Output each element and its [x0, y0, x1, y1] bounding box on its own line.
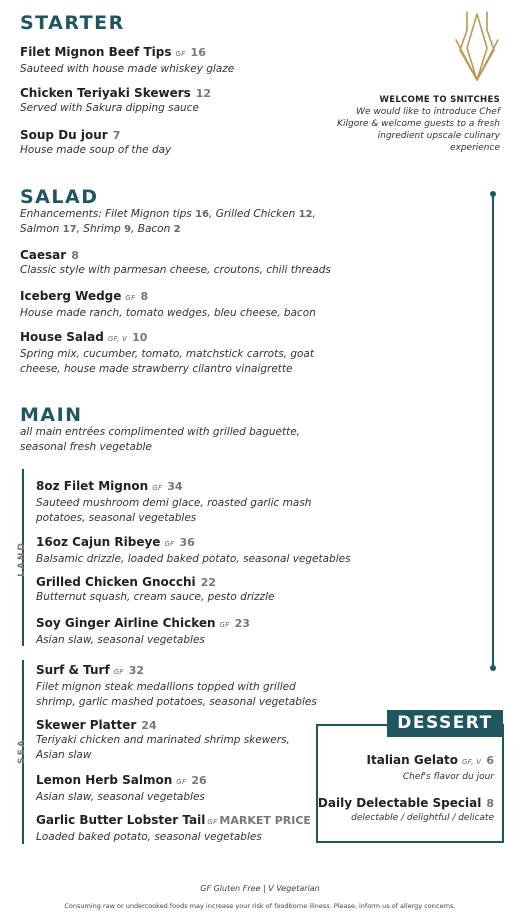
land-label: LAND [17, 541, 27, 577]
item-name: Chicken Teriyaki Skewers [20, 86, 191, 100]
salad-heading: SALAD [20, 186, 99, 208]
dessert-item [318, 796, 494, 826]
item-description: Sauteed mushroom demi glace, roasted garlic mash potatoes, seasonal vegetables [36, 497, 312, 524]
main-tagline: all main entrées complimented with grilled baguette, seasonal fresh vegetable [20, 426, 301, 453]
item-price: 26 [191, 774, 207, 787]
item-name: House Salad [20, 330, 104, 344]
item-name: Soy Ginger Airline Chicken [36, 616, 216, 630]
item-price: 8 [71, 249, 79, 262]
menu-item [36, 813, 311, 845]
item-description: Filet mignon steak medallions topped with grilled shrimp, garlic mashed potatoes, seasonal vegetables [36, 681, 317, 708]
starter-heading: STARTER [20, 12, 125, 34]
item-name: Lemon Herb Salmon [36, 773, 173, 787]
main-heading: MAIN [20, 404, 83, 426]
item-name: Filet Mignon Beef Tips [20, 45, 172, 59]
item-price: 34 [167, 480, 183, 493]
dietary-tag: GF [164, 540, 175, 548]
menu-item [20, 248, 331, 278]
enhancement-price: 17 [62, 224, 77, 235]
enhancement-price: 9 [124, 224, 132, 235]
dietary-tag: GF [152, 484, 163, 492]
menu-item [20, 289, 316, 321]
item-price: 6 [486, 754, 494, 767]
item-price: 23 [234, 617, 250, 630]
item-description: Served with Sakura dipping sauce [20, 102, 199, 114]
item-price: 8 [486, 797, 494, 810]
menu-item [36, 718, 294, 763]
dessert-heading: DESSERT [387, 710, 503, 737]
item-name: 8oz Filet Mignon [36, 479, 149, 493]
item-description: House made ranch, tomato wedges, bleu cheese, bacon [20, 307, 316, 319]
item-description: Loaded baked potato, seasonal vegetables [36, 831, 262, 843]
item-price: 10 [132, 331, 148, 344]
item-price: 36 [179, 536, 195, 549]
restaurant-logo-icon [454, 10, 500, 82]
dietary-tag: GF [219, 621, 230, 629]
menu-item [36, 616, 250, 648]
dessert-item [367, 753, 494, 785]
item-price: MARKET PRICE [219, 814, 311, 827]
menu-item [20, 128, 171, 158]
enhancement: Salmon [20, 223, 60, 235]
sea-label: SEA [17, 738, 27, 764]
timeline-line [492, 194, 494, 668]
item-name: Surf & Turf [36, 663, 110, 677]
item-price: 22 [200, 576, 216, 589]
enhancement-price: 12 [298, 209, 313, 220]
menu-item [20, 330, 330, 377]
food-safety-disclaimer: Consuming raw or undercooked foods may increase your risk of foodborne illness. Please, inform us of allergy concerns. [64, 902, 456, 910]
item-description: Balsamic drizzle, loaded baked potato, seasonal vegetables [36, 553, 351, 565]
item-price: 8 [140, 290, 149, 303]
welcome-title: WELCOME TO SNITCHES [379, 95, 500, 105]
item-description: Teriyaki chicken and marinated shrimp skewers, Asian slaw [36, 734, 290, 761]
item-name: Caesar [20, 248, 67, 262]
item-name: 16oz Cajun Ribeye [36, 535, 161, 549]
enhancement: Filet Mignon tips [105, 208, 192, 220]
item-price: 12 [195, 87, 212, 100]
menu-item [36, 773, 207, 805]
dietary-tag: GF, V [462, 758, 482, 766]
item-price: 32 [128, 664, 145, 677]
enhancement: Bacon [137, 223, 171, 235]
menu-item [20, 86, 211, 116]
menu-item [36, 535, 351, 567]
dietary-tag: GF [175, 50, 186, 58]
welcome-text: We would like to introduce Chef Kilgore & welcome guests to a fresh ingredient upscale culinary experience [337, 107, 500, 153]
enhancement-price: 16 [195, 209, 210, 220]
welcome-block [330, 94, 500, 154]
enhancement-price: 2 [173, 224, 181, 235]
item-name: Daily Delectable Special [317, 796, 482, 810]
item-price: 7 [112, 129, 121, 142]
item-description: House made soup of the day [20, 144, 172, 156]
item-description: Chef's flavor du jour [402, 772, 494, 782]
dietary-tag: GF [207, 818, 218, 826]
item-name: Grilled Chicken Gnocchi [36, 575, 196, 589]
item-price: 24 [141, 719, 157, 732]
dietary-tag: GF [176, 778, 187, 786]
item-description: delectable / delightful / delicate [351, 813, 494, 823]
menu-item [36, 663, 336, 710]
menu-item [36, 575, 274, 605]
menu-item [20, 45, 234, 77]
item-description: Asian slaw, seasonal vegetables [36, 634, 205, 646]
dietary-tag: GF [125, 294, 136, 302]
timeline-dot [490, 665, 496, 671]
enhancement: Shrimp [83, 223, 121, 235]
item-name: Iceberg Wedge [20, 289, 122, 303]
item-name: Soup Du jour [20, 128, 108, 142]
item-name: Skewer Platter [36, 718, 137, 732]
item-description: Spring mix, cucumber, tomato, matchstick carrots, goat cheese, house made strawberry cilantro vinaigrette [20, 348, 314, 375]
item-price: 16 [190, 46, 206, 59]
item-description: Sauteed with house made whiskey glaze [20, 63, 235, 75]
dietary-tag: GF, V [107, 335, 128, 343]
enhancements-label: Enhancements: [20, 208, 106, 220]
dietary-tag: GF [113, 668, 124, 676]
item-description: Asian slaw, seasonal vegetables [36, 791, 205, 803]
item-description: Butternut squash, cream sauce, pesto drizzle [36, 591, 275, 603]
item-name: Italian Gelato [366, 753, 459, 767]
enhancement: Grilled Chicken [215, 208, 296, 220]
menu-item [36, 479, 326, 526]
item-name: Garlic Butter Lobster Tail [36, 813, 206, 827]
salad-enhancements: Enhancements: Filet Mignon tips 16, Grilled Chicken 12, Salmon 17, Shrimp 9, Bacon 2 [20, 208, 316, 235]
item-description: Classic style with parmesan cheese, croutons, chili threads [20, 264, 331, 276]
dietary-legend: GF Gluten Free | V Vegetarian [200, 884, 320, 893]
